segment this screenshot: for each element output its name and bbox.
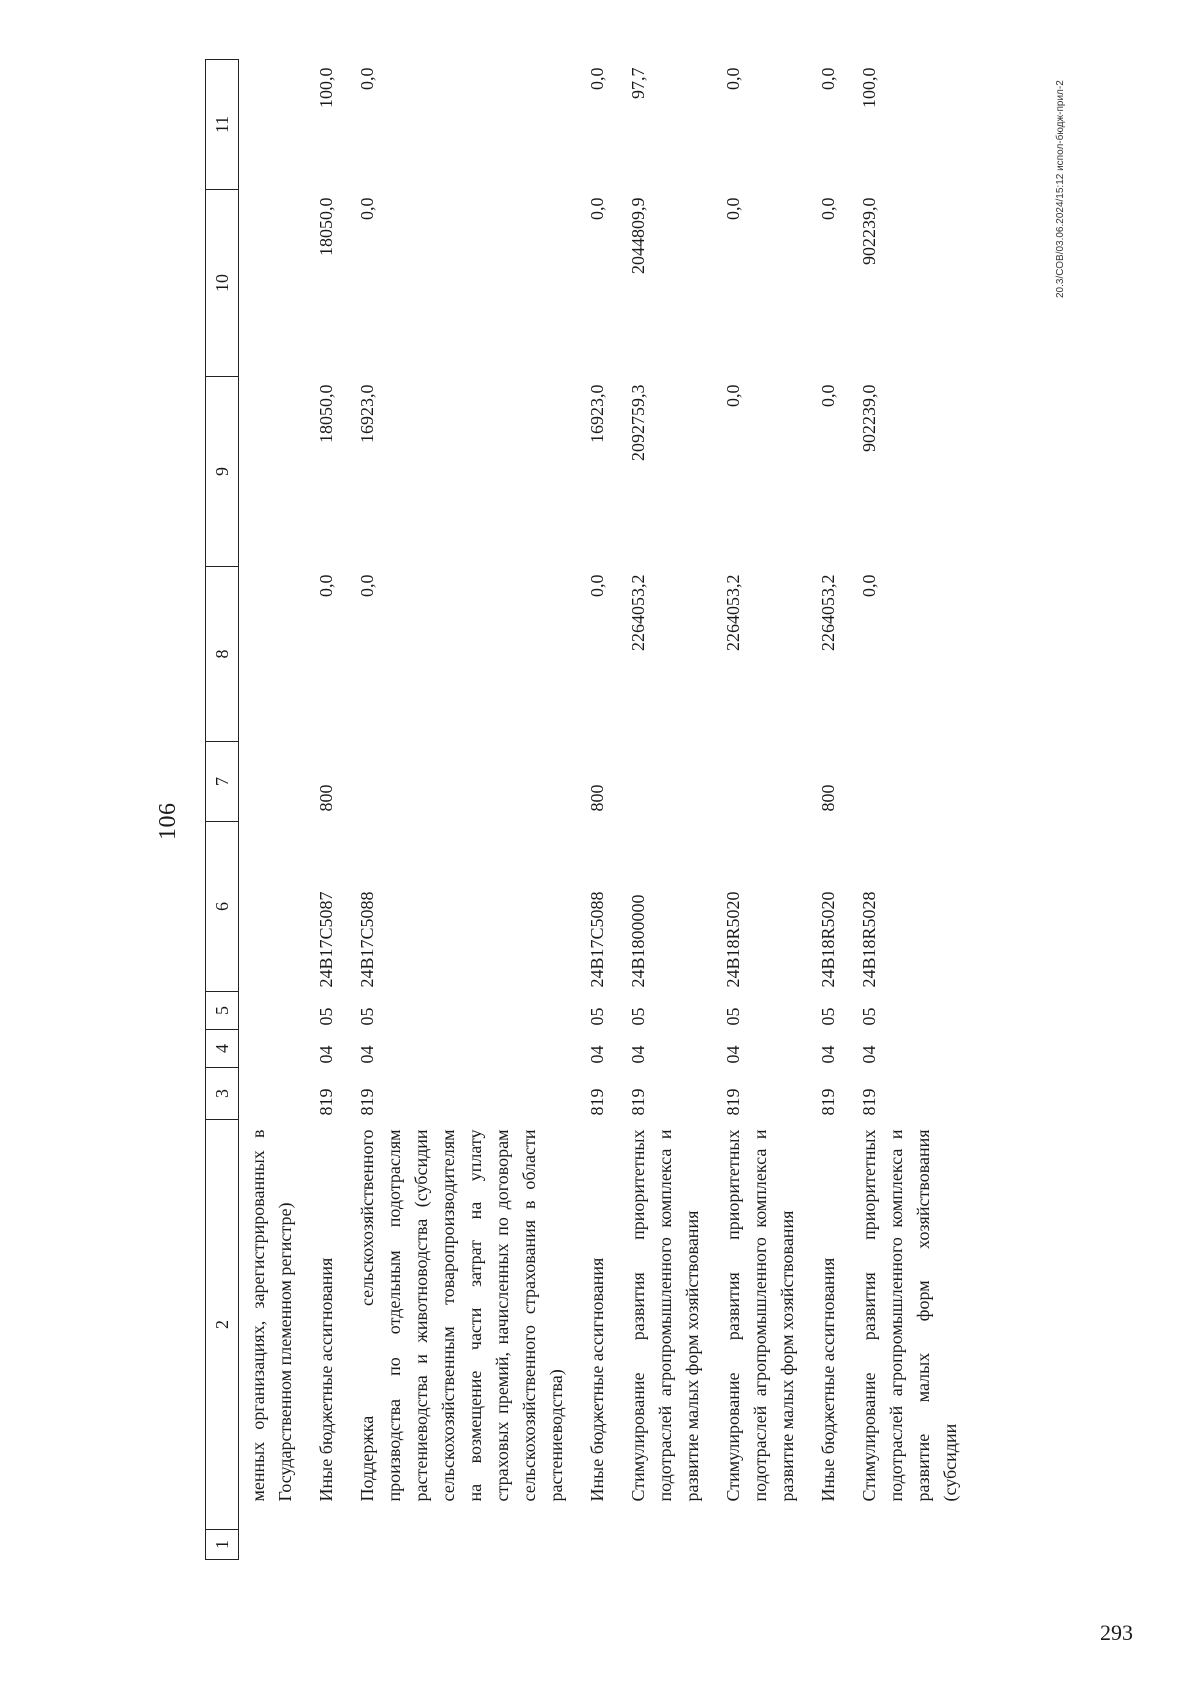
cell-value-8: 0,0 xyxy=(587,574,607,597)
cell-value-10: 2044809,9 xyxy=(628,197,648,274)
page-number: 106 xyxy=(155,802,181,840)
cell-code-6: 24В17С5088 xyxy=(357,891,377,988)
cell-index xyxy=(801,1530,842,1560)
cell-value-10: 0,0 xyxy=(818,197,838,220)
footer-code: 20.3/СОВ/03.06.2024/15:12 испол-бюдж-прил-2 xyxy=(1055,80,1066,298)
cell-value-10: 0,0 xyxy=(587,197,607,220)
budget-table xyxy=(205,59,964,1560)
cell-code-4: 04 xyxy=(587,1045,607,1064)
cell-code-6: 24В18R5028 xyxy=(859,891,879,988)
cell-code-7: 800 xyxy=(818,784,838,812)
row-description: Иные бюджетные ассигнования xyxy=(316,1257,336,1502)
cell-value-11: 100,0 xyxy=(859,67,879,108)
row-description: менных организациях, зарегистрированных в Государственном племенном регистре) xyxy=(248,1129,295,1502)
cell-index xyxy=(340,1530,570,1560)
cell-code-7: 800 xyxy=(316,784,336,812)
cell-value-9: 16923,0 xyxy=(587,384,607,443)
cell-code-5: 05 xyxy=(859,1007,879,1026)
table-row xyxy=(239,60,300,1560)
cell-value-10: 18050,0 xyxy=(316,197,336,256)
cell-code-4: 04 xyxy=(723,1045,743,1064)
column-header: 4 xyxy=(206,1030,239,1068)
table-header-row xyxy=(206,60,239,1560)
cell-code-3: 819 xyxy=(628,1088,648,1116)
cell-value-9: 2092759,3 xyxy=(628,384,648,461)
cell-index xyxy=(706,1530,801,1560)
cell-value-9: 0,0 xyxy=(818,384,838,407)
cell-code-3: 819 xyxy=(587,1088,607,1116)
cell-index xyxy=(570,1530,611,1560)
cell-code-3 xyxy=(239,1068,300,1120)
cell-value-11: 0,0 xyxy=(818,67,838,90)
cell-value-11: 0,0 xyxy=(587,67,607,90)
cell-code-7 xyxy=(611,742,706,822)
cell-value-11 xyxy=(239,60,300,190)
cell-code-3: 819 xyxy=(859,1088,879,1116)
cell-code-6: 24В17С5087 xyxy=(316,891,336,988)
cell-value-10: 902239,0 xyxy=(859,197,879,265)
cell-value-11: 0,0 xyxy=(723,67,743,90)
cell-value-8 xyxy=(239,567,300,742)
row-description: Стимулирование развития приоритетных подотраслей агропромышленного комплекса и развитие малых форм хозяйствования xyxy=(723,1129,797,1502)
cell-value-8: 0,0 xyxy=(316,574,336,597)
cell-value-8: 2264053,2 xyxy=(818,574,838,651)
cell-code-4: 04 xyxy=(316,1045,336,1064)
cell-value-8: 2264053,2 xyxy=(723,574,743,651)
cell-code-4: 04 xyxy=(818,1045,838,1064)
column-header: 9 xyxy=(206,377,239,567)
cell-code-5: 05 xyxy=(628,1007,648,1026)
cell-code-5 xyxy=(239,992,300,1030)
row-description: Стимулирование развития приоритетных подотраслей агропромышленного комплекса и развитие малых форм хозяйствования (субсидии xyxy=(859,1129,960,1502)
cell-value-11: 97,7 xyxy=(628,67,648,99)
cell-value-10: 0,0 xyxy=(357,197,377,220)
cell-value-10: 0,0 xyxy=(723,197,743,220)
cell-code-3: 819 xyxy=(316,1088,336,1116)
cell-value-9: 18050,0 xyxy=(316,384,336,443)
column-header: 7 xyxy=(206,742,239,822)
sheet-number: 293 xyxy=(1100,1620,1133,1645)
cell-code-3: 819 xyxy=(357,1088,377,1116)
cell-code-5: 05 xyxy=(818,1007,838,1026)
cell-code-4: 04 xyxy=(628,1045,648,1064)
cell-code-6: 24В18R5020 xyxy=(818,891,838,988)
cell-code-7 xyxy=(340,742,570,822)
cell-code-4 xyxy=(239,1030,300,1068)
cell-code-7: 800 xyxy=(587,784,607,812)
cell-value-11: 0,0 xyxy=(357,67,377,90)
table-row xyxy=(611,60,706,1560)
cell-code-6: 24В18R5020 xyxy=(723,891,743,988)
cell-code-5: 05 xyxy=(357,1007,377,1026)
cell-code-7 xyxy=(239,742,300,822)
table-row xyxy=(570,60,611,1560)
cell-code-4: 04 xyxy=(357,1045,377,1064)
row-description: Поддержка сельскохозяйственного производства по отдельным подотраслям растениеводства и животноводства (субсидии сельскохозяйственным товаропроизводителям на возмещение части затрат на уплату страховых премий, начисленных по договорам сельскохозяйственного страхования в области растениеводства) xyxy=(357,1129,566,1502)
cell-value-10 xyxy=(239,190,300,377)
column-header: 3 xyxy=(206,1068,239,1120)
column-header: 8 xyxy=(206,567,239,742)
table-row xyxy=(801,60,842,1560)
column-header: 5 xyxy=(206,992,239,1030)
cell-code-5: 05 xyxy=(316,1007,336,1026)
cell-value-8: 0,0 xyxy=(859,574,879,597)
cell-value-8: 0,0 xyxy=(357,574,377,597)
cell-value-11: 100,0 xyxy=(316,67,336,108)
cell-code-5: 05 xyxy=(587,1007,607,1026)
column-header: 2 xyxy=(206,1120,239,1530)
table-row xyxy=(706,60,801,1560)
row-description: Стимулирование развития приоритетных подотраслей агропромышленного комплекса и развитие малых форм хозяйствования xyxy=(628,1129,702,1502)
cell-value-9: 16923,0 xyxy=(357,384,377,443)
cell-code-5: 05 xyxy=(723,1007,743,1026)
row-description: Иные бюджетные ассигнования xyxy=(587,1257,607,1502)
cell-code-7 xyxy=(706,742,801,822)
cell-index xyxy=(611,1530,706,1560)
row-description: Иные бюджетные ассигнования xyxy=(818,1257,838,1502)
cell-value-9: 902239,0 xyxy=(859,384,879,452)
column-header: 11 xyxy=(206,60,239,190)
cell-index xyxy=(239,1530,300,1560)
cell-value-9 xyxy=(239,377,300,567)
column-header: 1 xyxy=(206,1530,239,1560)
cell-index xyxy=(299,1530,340,1560)
rotated-content xyxy=(150,60,1100,1560)
cell-index xyxy=(842,1530,964,1560)
cell-code-6 xyxy=(239,822,300,992)
cell-value-8: 2264053,2 xyxy=(628,574,648,651)
table-row xyxy=(340,60,570,1560)
cell-code-3: 819 xyxy=(723,1088,743,1116)
cell-code-6: 24В17С5088 xyxy=(587,891,607,988)
cell-value-9: 0,0 xyxy=(723,384,743,407)
cell-code-4: 04 xyxy=(859,1045,879,1064)
table-row xyxy=(299,60,340,1560)
cell-code-3: 819 xyxy=(818,1088,838,1116)
table-row xyxy=(842,60,964,1560)
column-header: 6 xyxy=(206,822,239,992)
cell-code-6: 24В1800000 xyxy=(628,894,648,988)
cell-code-7 xyxy=(842,742,964,822)
column-header: 10 xyxy=(206,190,239,377)
